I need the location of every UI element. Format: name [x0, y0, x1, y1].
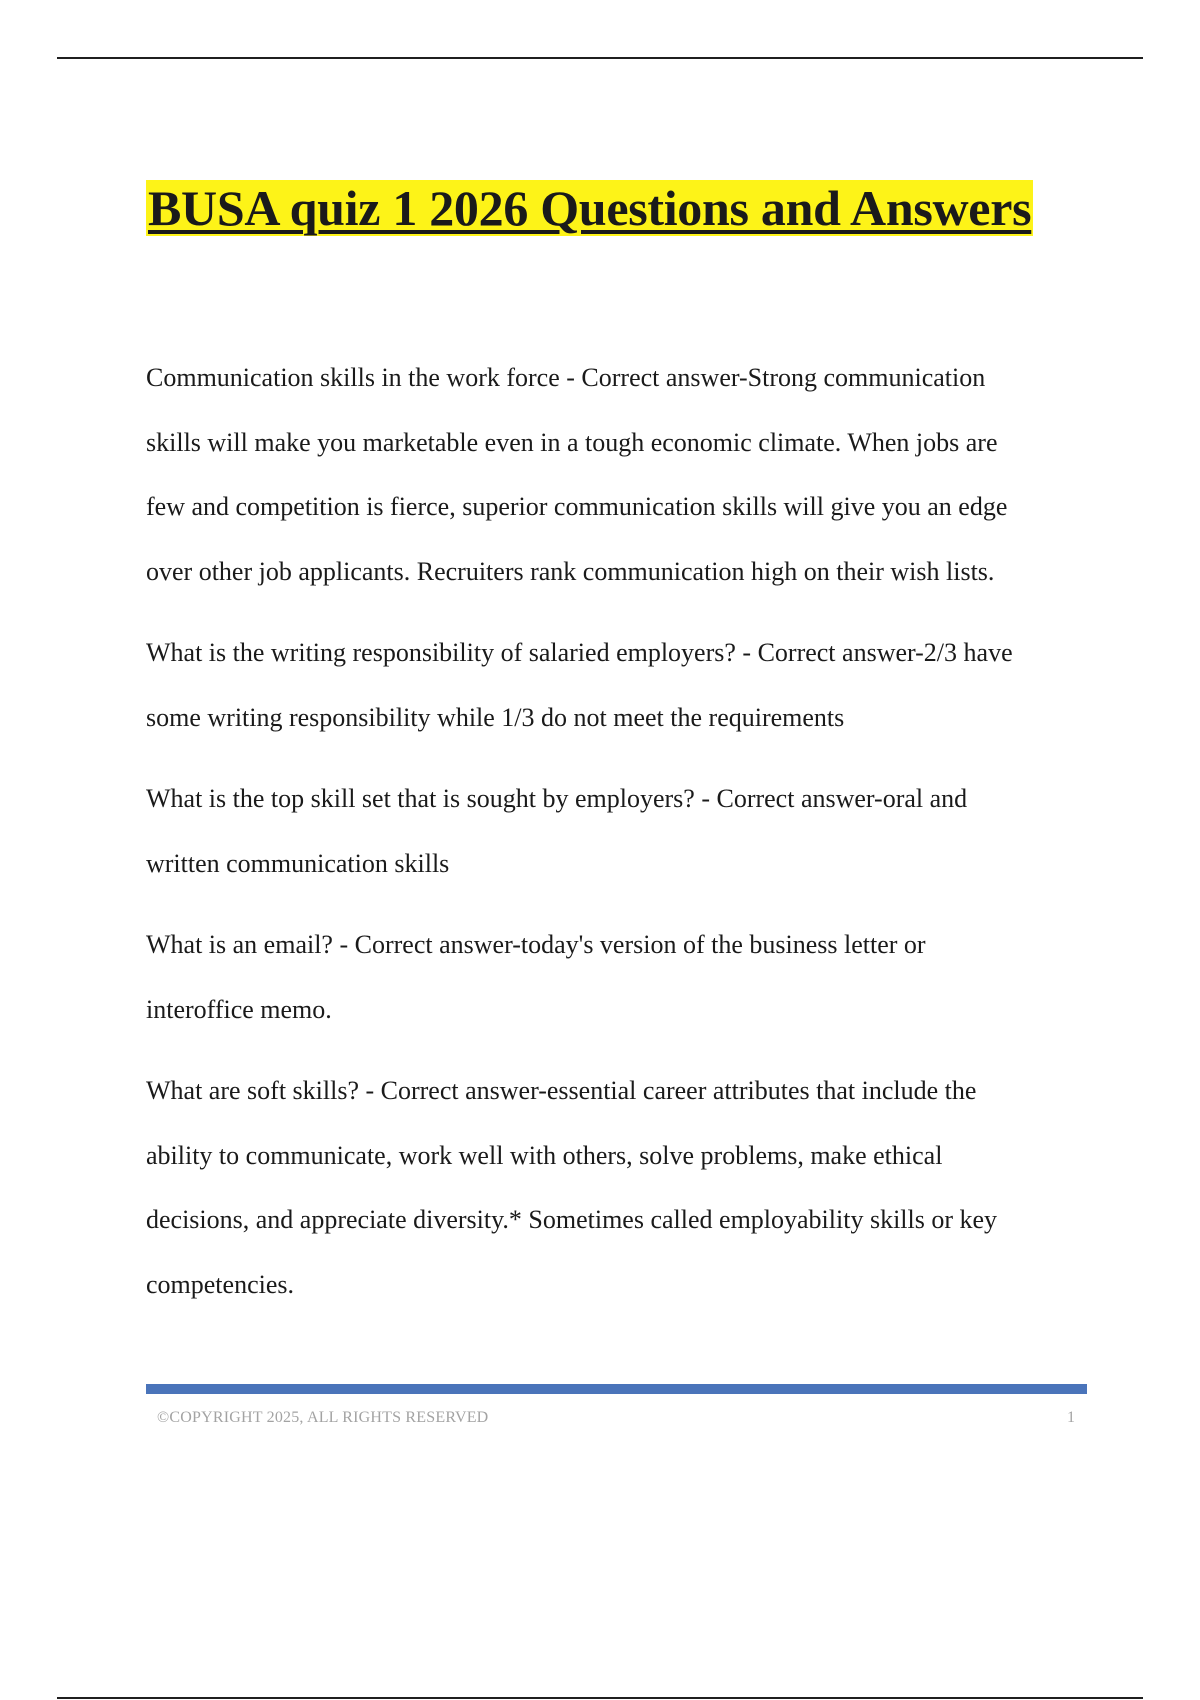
- qa-line: What are soft skills? - Correct answer-essential career attributes that include the: [146, 1076, 977, 1105]
- qa-item: [146, 346, 1096, 604]
- footer-copyright: ©COPYRIGHT 2025, ALL RIGHTS RESERVED: [157, 1409, 489, 1426]
- qa-line: skills will make you marketable even in a tough economic climate. When jobs are: [146, 427, 998, 457]
- bottom-rule: [57, 1697, 1143, 1699]
- qa-line: Communication skills in the work force - Correct answer-Strong communication: [146, 363, 986, 392]
- qa-line: written communication skills: [146, 848, 450, 878]
- qa-list: [146, 346, 1096, 1334]
- qa-line: few and competition is fierce, superior communication skills will give you an edge: [146, 492, 1008, 521]
- footer-bar: [146, 1384, 1087, 1394]
- qa-item: [146, 913, 1096, 1042]
- qa-line: What is an email? - Correct answer-today's version of the business letter or: [146, 930, 926, 959]
- qa-line: decisions, and appreciate diversity.* Sometimes called employability skills or key: [146, 1205, 998, 1234]
- qa-line: What is the top skill set that is sought by employers? - Correct answer-oral and: [146, 784, 968, 813]
- page-header: [146, 178, 1087, 238]
- qa-line: What is the writing responsibility of salaried employers? - Correct answer-2/3 have: [146, 638, 1013, 667]
- top-rule: [57, 57, 1143, 59]
- page-number: 1: [1067, 1409, 1075, 1426]
- qa-item: [146, 1059, 1096, 1317]
- qa-line: over other job applicants. Recruiters rank communication high on their wish lists.: [146, 556, 995, 586]
- qa-item: [146, 767, 1096, 896]
- qa-line: competencies.: [146, 1269, 294, 1299]
- qa-line: ability to communicate, work well with others, solve problems, make ethical: [146, 1140, 943, 1170]
- qa-item: [146, 621, 1096, 750]
- qa-line: interoffice memo.: [146, 994, 332, 1024]
- document-title: [146, 178, 1087, 238]
- qa-line: some writing responsibility while 1/3 do not meet the requirements: [146, 702, 845, 732]
- document-title-text: BUSA quiz 1 2026 Questions and Answers: [148, 180, 1032, 236]
